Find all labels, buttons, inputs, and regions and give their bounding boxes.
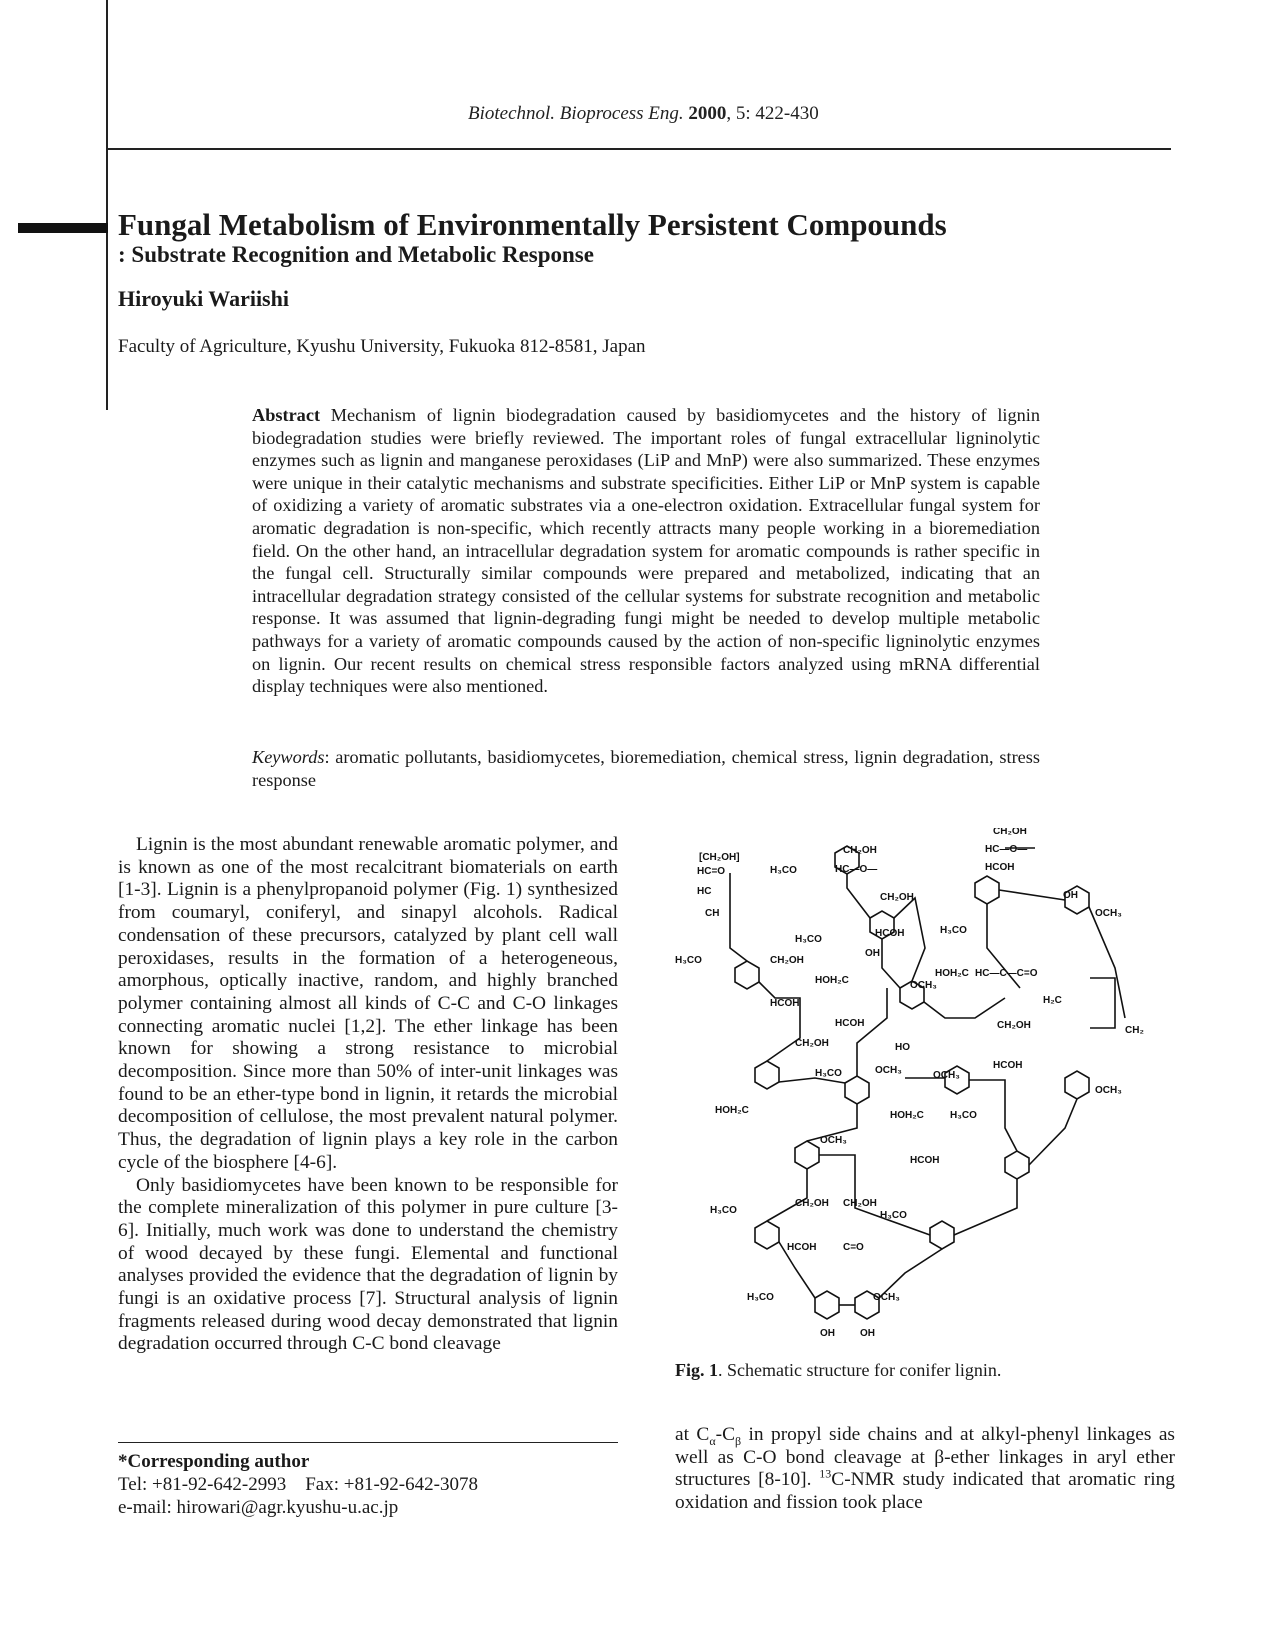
text-beta: β <box>934 1446 945 1468</box>
label-h3co-6: H₃CO <box>950 1110 977 1121</box>
label-h3co-2: H₃CO <box>770 865 797 876</box>
label-hcoh-5: HCOH <box>835 1018 865 1029</box>
ring-1 <box>735 961 759 989</box>
abstract <box>252 404 1040 698</box>
ring-15 <box>815 1291 839 1319</box>
label-och3-6: OCH₃ <box>873 1292 900 1303</box>
right-column <box>675 1424 1175 1515</box>
body-paragraph-2: Only basidiomycetes have been known to be responsible for the complete mineralization of this polymer in pure culture [3-6]. Initially, much work was done to understand the chemistry of wood decayed by these fungi. Elemental and functional analyses provided the evidence that the degradation of lignin by fungi is an oxidative process [7]. Structural analysis of lignin fragments released during wood decay demonstrated that lignin degradation occurred through C-C bond cleavage <box>118 1174 618 1355</box>
label-och3-1: OCH₃ <box>910 980 937 991</box>
label-ch2-ring: CH₂ <box>1125 1025 1144 1036</box>
keywords <box>252 746 1040 791</box>
ring-12 <box>1005 1151 1029 1179</box>
label-ch2oh-3: CH₂OH <box>880 892 914 903</box>
label-ch2oh-5: CH₂OH <box>795 1038 829 1049</box>
label-hc-aldehyde: HC=O <box>697 866 726 877</box>
keywords-text: : aromatic pollutants, basidiomycetes, bioremediation, chemical stress, lignin degradation, stress response <box>252 747 1040 790</box>
label-h3co-9: H₃CO <box>747 1292 774 1303</box>
ring-5 <box>755 1061 779 1089</box>
label-h3co-5: H₃CO <box>815 1068 842 1079</box>
paper-subtitle: : Substrate Recognition and Metabolic Response <box>118 242 594 267</box>
label-h3co-3: H₃CO <box>795 934 822 945</box>
label-hoh2c-4: HOH₂C <box>890 1110 924 1121</box>
label-ch2oh-2: CH₂OH <box>843 845 877 856</box>
label-och3-2: OCH₃ <box>875 1065 902 1076</box>
label-hc-o-2: HC—O— <box>835 864 878 875</box>
label-oh-3: OH <box>865 948 880 959</box>
label-hc-1: HC <box>697 886 712 897</box>
text-dash-c: -C <box>715 1424 736 1445</box>
label-oh-bottom-2: OH <box>860 1328 875 1339</box>
label-h3co-7: H₃CO <box>710 1205 737 1216</box>
corresponding-author-label: *Corresponding author <box>118 1451 310 1472</box>
text-nmr: C-NMR study indicated that aromatic ring oxidation and fission took place <box>675 1469 1175 1514</box>
label-och3-4: OCH₃ <box>1095 1085 1122 1096</box>
label-hcoh-6: HCOH <box>993 1060 1023 1071</box>
ring-14 <box>930 1221 954 1249</box>
journal-volume: , 5: 422-430 <box>726 103 819 124</box>
label-ch2oh-7: CH₂OH <box>795 1198 829 1209</box>
label-ch2oh-6: CH₂OH <box>997 1020 1031 1031</box>
label-h3co-4: H₃CO <box>940 925 967 936</box>
ring-10 <box>1065 1071 1089 1099</box>
label-hc-o-top: HC—O— <box>985 844 1028 855</box>
label-ch2oh-8: CH₂OH <box>843 1198 877 1209</box>
label-oh-bottom-1: OH <box>820 1328 835 1339</box>
lignin-structure-figure <box>675 828 1190 1353</box>
label-h2c: H₂C <box>1043 995 1062 1006</box>
subscript-beta: β <box>735 1433 742 1448</box>
label-hc-c-c: HC—C—C=O <box>975 968 1038 979</box>
label-hcoh-7: HCOH <box>910 1155 940 1166</box>
abstract-text: Mechanism of lignin biodegradation caused by basidiomycetes and the history of lignin biodegradation studies were briefly reviewed. The important roles of fungal extracellular ligninolytic enzymes such as lignin and manganese peroxidases (LiP and MnP) were also summarized. These enzymes were unique in their catalytic mechanisms and substrate specificities. Either LiP or MnP system is capable of oxidizing a variety of aromatic substrates via a one-electron oxidation. Extracellular fungal system for aromatic degradation is non-specific, which recently attracts many people working in a bioremediation field. On the other hand, an intracellular degradation system for aromatic compounds is rather specific in the fungal cell. Structurally similar compounds were prepared and metabolized, indicating that an intracellular degradation strategy consisted of the cellular systems for substrate recognition and metabolic response. It was assumed that lignin-degrading fungi might be needed to develop multiple metabolic pathways for a variety of aromatic compounds caused by the action of non-specific ligninolytic enzymes on lignin. Our recent results on chemical stress responsible factors analyzed using mRNA differential display techniques were also mentioned. <box>252 405 1040 697</box>
body-paragraph-1: Lignin is the most abundant renewable aromatic polymer, and is known as one of the most recalcitrant biomaterials on earth [1-3]. Lignin is a phenylpropanoid polymer (Fig. 1) synthesized from coumaryl, coniferyl, and sinapyl alcohols. Radical condensation of these precursors, catalyzed by plant cell wall peroxidases, results in the formation of a heterogeneous, amorphous, optically inactive, random, and highly branched polymer containing almost all kinds of C-C and C-O linkages connecting aromatic nuclei [1,2]. The ether linkage has been known for showing a strong resistance to microbial decomposition. Since more than 50% of inter-unit linkages was found to be an ether-type bond in lignin, it retards the microbial decomposition of cellulose, the most prevalent natural polymer. Thus, the degradation of lignin plays a key role in the carbon cycle of the biosphere [4-6]. <box>118 834 618 1173</box>
text-ether: -ether linkages in aryl ether structures [8-10]. <box>675 1446 1176 1491</box>
journal-year: 2000 <box>688 103 727 124</box>
running-header <box>468 103 819 125</box>
header-rule <box>106 148 1171 150</box>
ring-11 <box>795 1141 819 1169</box>
label-h3co-8: H₃CO <box>880 1210 907 1221</box>
label-ch-1: CH <box>705 908 720 919</box>
label-oh-top-right: OH <box>1063 890 1078 901</box>
label-och3-3: OCH₃ <box>933 1070 960 1081</box>
footnote <box>118 1450 618 1519</box>
ring-13 <box>755 1221 779 1249</box>
superscript-13: 13 <box>819 1466 832 1481</box>
label-ch2oh-top: CH₂OH <box>993 828 1027 837</box>
label-c-o: C=O <box>843 1242 864 1253</box>
lignin-structure-diagram <box>675 828 1190 1353</box>
contact-phone-fax: Tel: +81-92-642-2993 Fax: +81-92-642-3078 <box>118 1474 478 1495</box>
figure-label: Fig. 1 <box>675 1360 718 1380</box>
left-column <box>118 834 618 1356</box>
label-och3-5: OCH₃ <box>820 1135 847 1146</box>
label-hcoh-3: HCOH <box>875 928 905 939</box>
label-hoh2c-1: HOH₂C <box>815 975 849 986</box>
label-hoh2c-3: HOH₂C <box>715 1105 749 1116</box>
label-hcoh-top: HCOH <box>985 862 1015 873</box>
contact-email: e-mail: hirowari@agr.kyushu-u.ac.jp <box>118 1497 399 1518</box>
figure-caption-text: . Schematic structure for conifer lignin. <box>718 1360 1002 1380</box>
figure-chemical-labels <box>675 828 1144 1339</box>
affiliation: Faculty of Agriculture, Kyushu University, Fukuoka 812-8581, Japan <box>118 336 646 357</box>
keywords-label: Keywords <box>252 747 325 767</box>
figure-caption <box>675 1360 1001 1381</box>
subscript-alpha: α <box>709 1433 716 1448</box>
author-name: Hiroyuki Wariishi <box>118 286 289 311</box>
journal-name: Biotechnol. Bioprocess Eng. <box>468 103 684 124</box>
label-bracket-ch2oh: [CH₂OH] <box>699 852 740 863</box>
label-hcoh-4: HCOH <box>770 998 800 1009</box>
label-hoh2c-2: HOH₂C <box>935 968 969 979</box>
label-ch2oh-4: CH₂OH <box>770 955 804 966</box>
title-marker-bar <box>18 223 108 233</box>
label-och3-top-right: OCH₃ <box>1095 908 1122 919</box>
abstract-label: Abstract <box>252 405 321 425</box>
text-at-c: at C <box>675 1424 710 1445</box>
ring-6 <box>845 1076 869 1104</box>
label-hcoh-8: HCOH <box>787 1242 817 1253</box>
label-h3co-1: H₃CO <box>675 955 702 966</box>
ring-7 <box>975 876 999 904</box>
footnote-rule <box>118 1442 618 1443</box>
margin-vertical-rule <box>106 0 108 410</box>
body-paragraph-3 <box>675 1424 1175 1515</box>
label-ho: HO <box>895 1042 910 1053</box>
paper-title: Fungal Metabolism of Environmentally Persistent Compounds <box>118 207 947 242</box>
text-propyl: in propyl side chains and at alkyl-phenyl linkages as well as C-O bond cleavage at <box>675 1424 1175 1468</box>
